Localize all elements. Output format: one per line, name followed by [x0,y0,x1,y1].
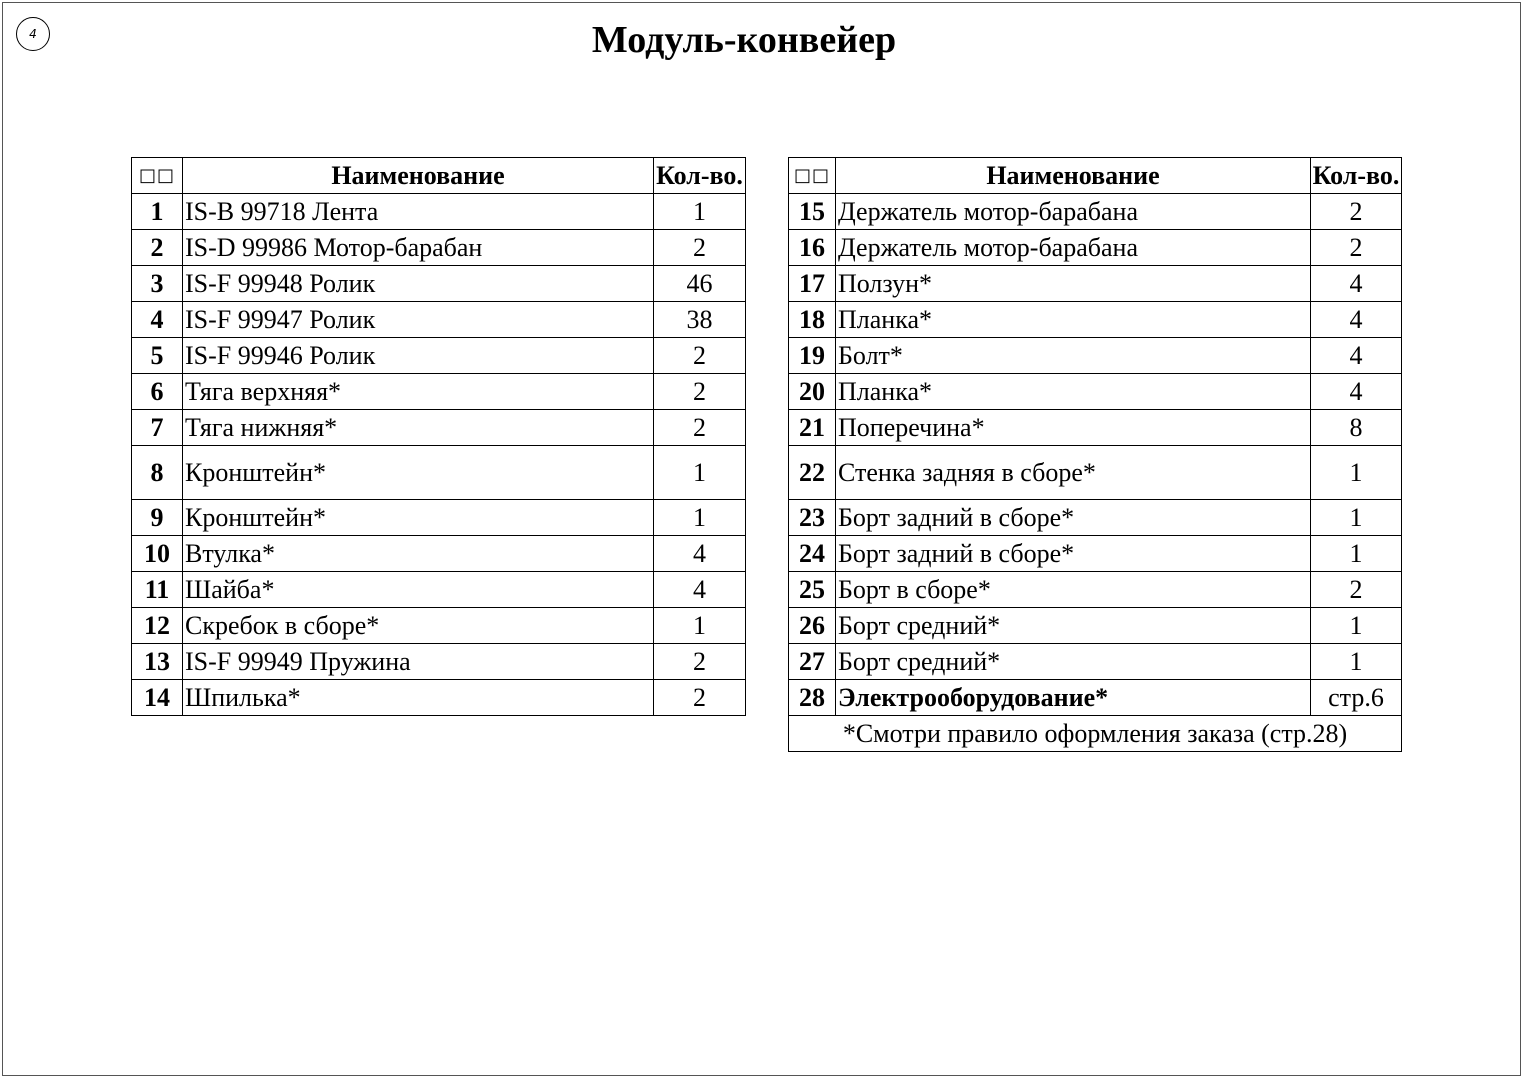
header-name: Наименование [183,158,654,194]
row-qty: 4 [1311,266,1402,302]
row-qty: 4 [1311,302,1402,338]
row-number: 9 [132,500,183,536]
row-qty: 1 [1311,500,1402,536]
row-number: 13 [132,644,183,680]
header-name: Наименование [836,158,1311,194]
table-row [789,500,1402,536]
row-name: IS-F 99949 Пружина [183,644,654,680]
table-row [132,194,746,230]
header-qty: Кол-во. [1311,158,1402,194]
table-row [789,338,1402,374]
row-name: Электрооборудование* [836,680,1311,716]
page-number: 4 [29,27,37,41]
row-qty: 4 [1311,374,1402,410]
row-number: 5 [132,338,183,374]
row-name: Борт в сборе* [836,572,1311,608]
table-row [789,536,1402,572]
row-qty: 2 [654,644,746,680]
header-qty: Кол-во. [654,158,746,194]
table-row [132,302,746,338]
row-number: 12 [132,608,183,644]
row-qty: 4 [1311,338,1402,374]
footnote-row [789,716,1402,752]
table-row [789,194,1402,230]
header-number: □□ [132,158,183,194]
row-number: 15 [789,194,836,230]
row-number: 27 [789,644,836,680]
row-qty: 2 [654,230,746,266]
table-header-row [789,158,1402,194]
row-name: Болт* [836,338,1311,374]
table-row [789,374,1402,410]
row-name: Планка* [836,374,1311,410]
row-name: Шайба* [183,572,654,608]
parts-table-right [788,157,1402,752]
row-qty: 1 [1311,644,1402,680]
table-row [789,302,1402,338]
row-name: Борт задний в сборе* [836,500,1311,536]
table-row [789,410,1402,446]
row-qty: 2 [654,374,746,410]
row-number: 23 [789,500,836,536]
table-row [132,410,746,446]
table-row [132,644,746,680]
table-row [132,608,746,644]
row-number: 14 [132,680,183,716]
row-number: 17 [789,266,836,302]
row-name: Кронштейн* [183,446,654,500]
row-name: Шпилька* [183,680,654,716]
row-qty: 2 [654,338,746,374]
row-number: 3 [132,266,183,302]
row-name: Держатель мотор-барабана [836,230,1311,266]
row-name: IS-D 99986 Мотор-барабан [183,230,654,266]
row-qty: 8 [1311,410,1402,446]
row-qty: 1 [1311,536,1402,572]
row-qty: 2 [1311,194,1402,230]
row-qty: стр.6 [1311,680,1402,716]
row-number: 6 [132,374,183,410]
row-name: Стенка задняя в сборе* [836,446,1311,500]
table-row [132,266,746,302]
row-number: 24 [789,536,836,572]
row-qty: 1 [1311,446,1402,500]
row-number: 19 [789,338,836,374]
table-row [789,608,1402,644]
row-qty: 1 [1311,608,1402,644]
row-number: 2 [132,230,183,266]
table-row [132,374,746,410]
row-name: IS-F 99947 Ролик [183,302,654,338]
row-qty: 38 [654,302,746,338]
footnote: *Смотри правило оформления заказа (стр.28) [789,716,1402,752]
table-row [789,680,1402,716]
row-number: 7 [132,410,183,446]
row-qty: 46 [654,266,746,302]
row-number: 4 [132,302,183,338]
page-title: Модуль-конвейер [591,19,897,61]
row-name: Борт средний* [836,608,1311,644]
row-name: IS-B 99718 Лента [183,194,654,230]
row-qty: 1 [654,194,746,230]
row-name: Планка* [836,302,1311,338]
row-qty: 1 [654,500,746,536]
row-name: Тяга нижняя* [183,410,654,446]
table-row [789,446,1402,500]
table-row [132,680,746,716]
row-number: 18 [789,302,836,338]
row-qty: 2 [1311,230,1402,266]
table-row [789,572,1402,608]
table-header-row [132,158,746,194]
row-name: IS-F 99948 Ролик [183,266,654,302]
row-name: Кронштейн* [183,500,654,536]
row-number: 26 [789,608,836,644]
row-number: 16 [789,230,836,266]
row-number: 11 [132,572,183,608]
row-number: 10 [132,536,183,572]
row-qty: 4 [654,536,746,572]
row-qty: 2 [654,680,746,716]
table-row [132,230,746,266]
row-qty: 4 [654,572,746,608]
row-number: 22 [789,446,836,500]
table-row [132,446,746,500]
row-number: 20 [789,374,836,410]
header-number: □□ [789,158,836,194]
row-name: Борт задний в сборе* [836,536,1311,572]
row-name: IS-F 99946 Ролик [183,338,654,374]
row-name: Тяга верхняя* [183,374,654,410]
table-row [789,644,1402,680]
row-number: 28 [789,680,836,716]
row-name: Поперечина* [836,410,1311,446]
row-qty: 2 [654,410,746,446]
table-row [789,266,1402,302]
parts-table-left [131,157,746,716]
row-name: Скребок в сборе* [183,608,654,644]
row-number: 25 [789,572,836,608]
row-name: Втулка* [183,536,654,572]
table-row [132,572,746,608]
table-row [132,338,746,374]
row-name: Держатель мотор-барабана [836,194,1311,230]
table-row [789,230,1402,266]
row-number: 8 [132,446,183,500]
row-qty: 1 [654,608,746,644]
row-number: 21 [789,410,836,446]
row-number: 1 [132,194,183,230]
row-qty: 2 [1311,572,1402,608]
table-row [132,536,746,572]
row-qty: 1 [654,446,746,500]
table-row [132,500,746,536]
row-name: Борт средний* [836,644,1311,680]
row-name: Ползун* [836,266,1311,302]
